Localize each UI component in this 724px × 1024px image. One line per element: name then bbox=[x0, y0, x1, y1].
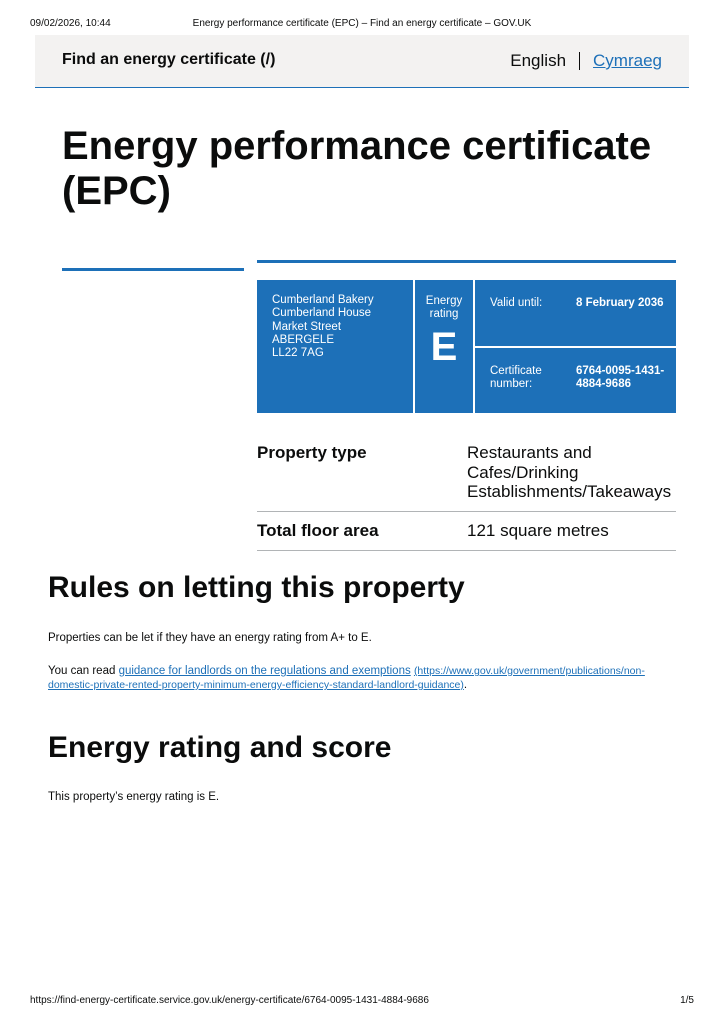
certificate-number-label: Certificate number: bbox=[490, 365, 542, 391]
energy-rating-heading: Energy rating and score bbox=[48, 731, 392, 764]
property-type-line: Restaurants and bbox=[467, 443, 592, 462]
service-name-link[interactable] bbox=[62, 51, 275, 69]
valid-until-cell bbox=[475, 280, 676, 346]
print-date: 09/02/2026, 10:44 bbox=[30, 18, 111, 29]
address-line: Cumberland House bbox=[272, 307, 372, 320]
energy-rating-cell bbox=[415, 280, 473, 413]
guidance-url-line1: (https://www.gov.uk/government/publications/non- bbox=[413, 665, 645, 677]
letting-rules-text: Properties can be let if they have an energy rating from A+ to E. bbox=[48, 632, 372, 644]
page-title bbox=[62, 124, 682, 214]
certificate-number-cell bbox=[475, 348, 676, 413]
language-link-cymraeg[interactable]: Cymraeg bbox=[593, 51, 662, 70]
certificate-number-value: 6764-0095-1431-4884-9686 bbox=[576, 365, 665, 391]
address-line: ABERGELE bbox=[272, 333, 334, 346]
summary-row-floor-area bbox=[257, 512, 676, 551]
address-line: Cumberland Bakery bbox=[272, 294, 374, 306]
floor-area-label: Total floor area bbox=[257, 520, 379, 540]
guidance-prefix: You can read bbox=[48, 665, 119, 677]
page-title-line1: Energy performance certificate bbox=[62, 124, 652, 168]
floor-area-value: 121 square metres bbox=[467, 520, 609, 540]
landlord-guidance-paragraph bbox=[48, 664, 678, 692]
energy-rating-text: This property’s energy rating is E. bbox=[48, 791, 220, 803]
valid-until-label: Valid until: bbox=[490, 297, 543, 309]
property-type-line: Cafes/Drinking bbox=[467, 462, 579, 482]
letting-rules-heading: Rules on letting this property bbox=[48, 571, 465, 604]
landlord-guidance-link[interactable]: guidance for landlords on the regulations and exemptions bbox=[118, 665, 411, 677]
address-line: Market Street bbox=[272, 320, 342, 333]
service-name: Find an energy certificate bbox=[62, 51, 256, 68]
guidance-suffix: . bbox=[463, 679, 468, 691]
page-title-line2: (EPC) bbox=[62, 169, 171, 213]
print-document-title: Energy performance certificate (EPC) – Find an energy certificate – GOV.UK bbox=[192, 18, 532, 29]
language-divider bbox=[579, 52, 580, 70]
valid-until-value: 8 February 2036 bbox=[576, 297, 664, 309]
language-switcher bbox=[510, 51, 662, 71]
print-footer-url: https://find-energy-certificate.service.gov.uk/energy-certificate/6764-0095-1431-4884-9686 bbox=[30, 995, 429, 1006]
service-link-url: (/) bbox=[260, 51, 276, 68]
address-line: LL22 7AG bbox=[272, 347, 324, 360]
service-header bbox=[35, 35, 689, 88]
property-summary-list bbox=[257, 435, 676, 551]
energy-rating-label: Energy bbox=[425, 295, 463, 307]
summary-row-property-type bbox=[257, 435, 676, 512]
property-type-label: Property type bbox=[257, 443, 367, 462]
property-address bbox=[257, 280, 413, 413]
print-page-number: 1/5 bbox=[680, 995, 694, 1006]
property-type-line: Establishments/Takeaways bbox=[467, 482, 672, 501]
property-type-value bbox=[467, 443, 676, 502]
energy-rating-letter: E bbox=[430, 324, 458, 369]
section-rule-left bbox=[62, 268, 244, 271]
epc-summary-panel bbox=[257, 280, 676, 413]
energy-rating-label: rating bbox=[429, 308, 459, 321]
language-current: English bbox=[510, 51, 567, 70]
guidance-url-line2: domestic-private-rented-property-minimum-energy-efficiency-standard-landlord-guidance) bbox=[48, 679, 464, 691]
section-rule-right bbox=[257, 260, 676, 263]
